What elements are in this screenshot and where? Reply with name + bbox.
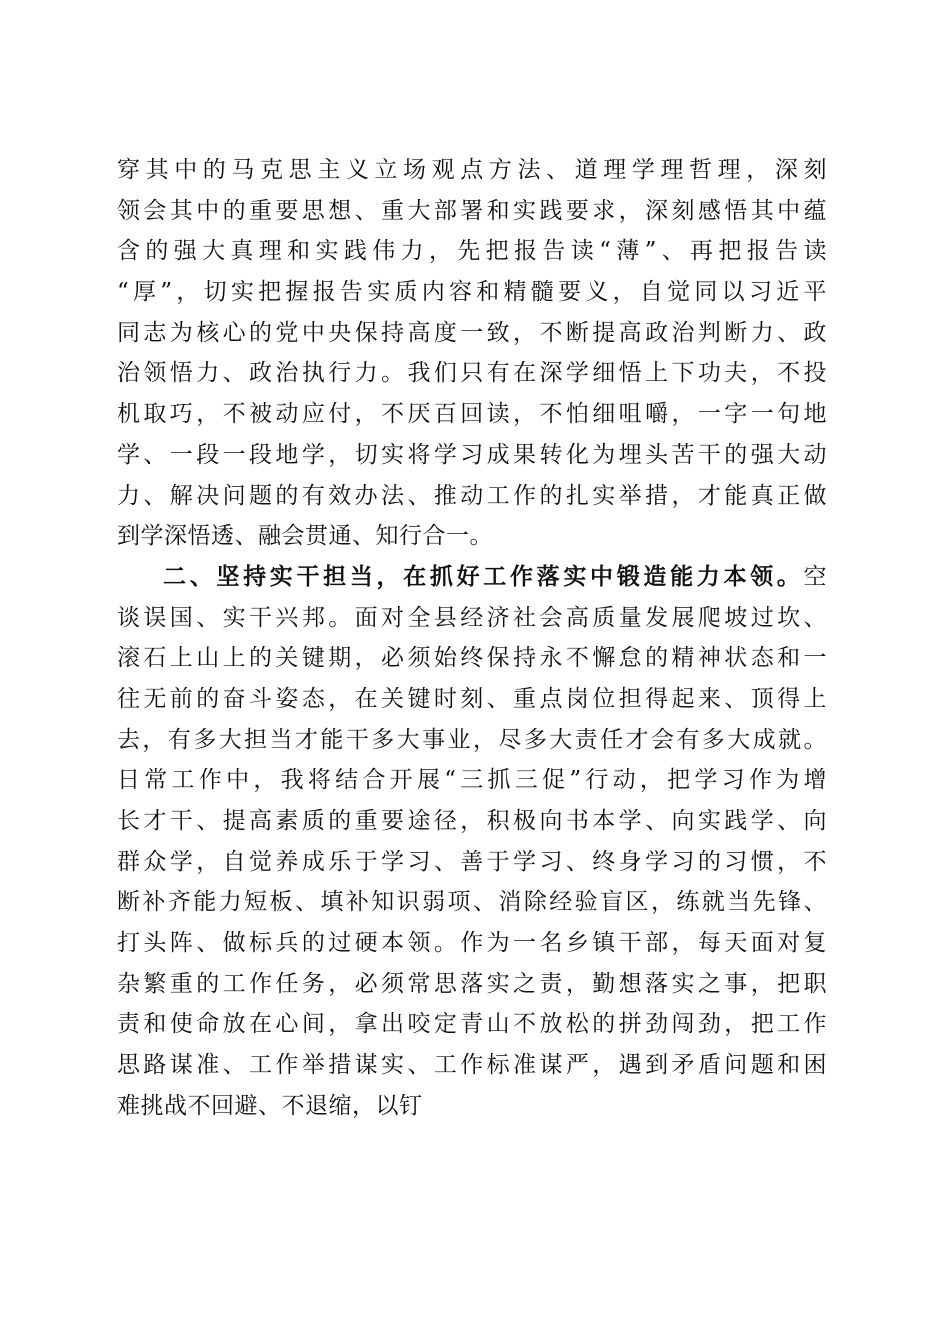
p2-line-2: 谈误国、实干兴邦。面对全县经济社会高质量发展爬坡过坎、 [117, 604, 827, 631]
document-body [117, 150, 827, 1127]
p2-line-10: 打头阵、做标兵的过硬本领。作为一名乡镇干部，每天面对复 [117, 930, 827, 957]
p2-line-1 [117, 557, 827, 598]
p2-line-9: 断补齐能力短板、填补知识弱项、消除经验盲区，练就当先锋、 [117, 889, 827, 916]
p2-line-11: 杂繁重的工作任务，必须常思落实之责，勤想落实之事，把职 [117, 970, 827, 997]
p1-line-3: 含的强大真理和实践伟力，先把报告读“薄”、再把报告读 [117, 238, 827, 265]
p1-line-7: 机取巧，不被动应付，不厌百回读，不怕细咀嚼，一字一句地 [117, 401, 827, 428]
p1-line-6: 治领悟力、政治执行力。我们只有在深学细悟上下功夫，不投 [117, 360, 827, 387]
p2-line-7: 长才干、提高素质的重要途径，积极向书本学、向实践学、向 [117, 808, 827, 834]
p1-line-9: 力、解决问题的有效办法、推动工作的扎实举措，才能真正做 [117, 482, 827, 509]
p2-line-1-rest: 空 [803, 563, 827, 590]
p2-line-5: 去，有多大担当才能干多大事业，尽多大责任才会有多大成就。 [117, 726, 827, 753]
paragraph-2 [117, 557, 827, 1127]
p2-line-8: 群众学，自觉养成乐于学习、善于学习、终身学习的习惯，不 [117, 848, 827, 875]
p1-line-1: 穿其中的马克思主义立场观点方法、道理学理哲理，深刻 [117, 157, 827, 183]
paragraph-1 [117, 150, 827, 557]
p1-line-5: 同志为核心的党中央保持高度一致，不断提高政治判断力、政 [117, 319, 827, 346]
p2-line-14: 难挑战不回避、不退缩，以钉 [117, 1092, 423, 1119]
p1-line-4: “厚”，切实把握报告实质内容和精髓要义，自觉同以习近平 [117, 279, 827, 306]
p2-line-6: 日常工作中，我将结合开展“三抓三促”行动，把学习作为增 [117, 767, 827, 794]
p2-line-12: 责和使命放在心间，拿出咬定青山不放松的拼劲闯劲，把工作 [117, 1011, 827, 1038]
section-heading: 二、坚持实干担当，在抓好工作落实中锻造能力本领。 [163, 562, 804, 590]
p2-line-3: 滚石上山上的关键期，必须始终保持永不懈怠的精神状态和一 [117, 645, 827, 672]
p1-line-2: 领会其中的重要思想、重大部署和实践要求，深刻感悟其中蕴 [117, 197, 827, 224]
p1-line-8: 学、一段一段地学，切实将学习成果转化为埋头苦干的强大动 [117, 441, 827, 468]
p2-line-4: 往无前的奋斗姿态，在关键时刻、重点岗位担得起来、顶得上 [117, 685, 827, 712]
p2-line-13: 思路谋准、工作举措谋实、工作标准谋严，遇到矛盾问题和困 [117, 1052, 827, 1079]
p1-line-10: 到学深悟透、融会贯通、知行合一。 [117, 523, 493, 550]
